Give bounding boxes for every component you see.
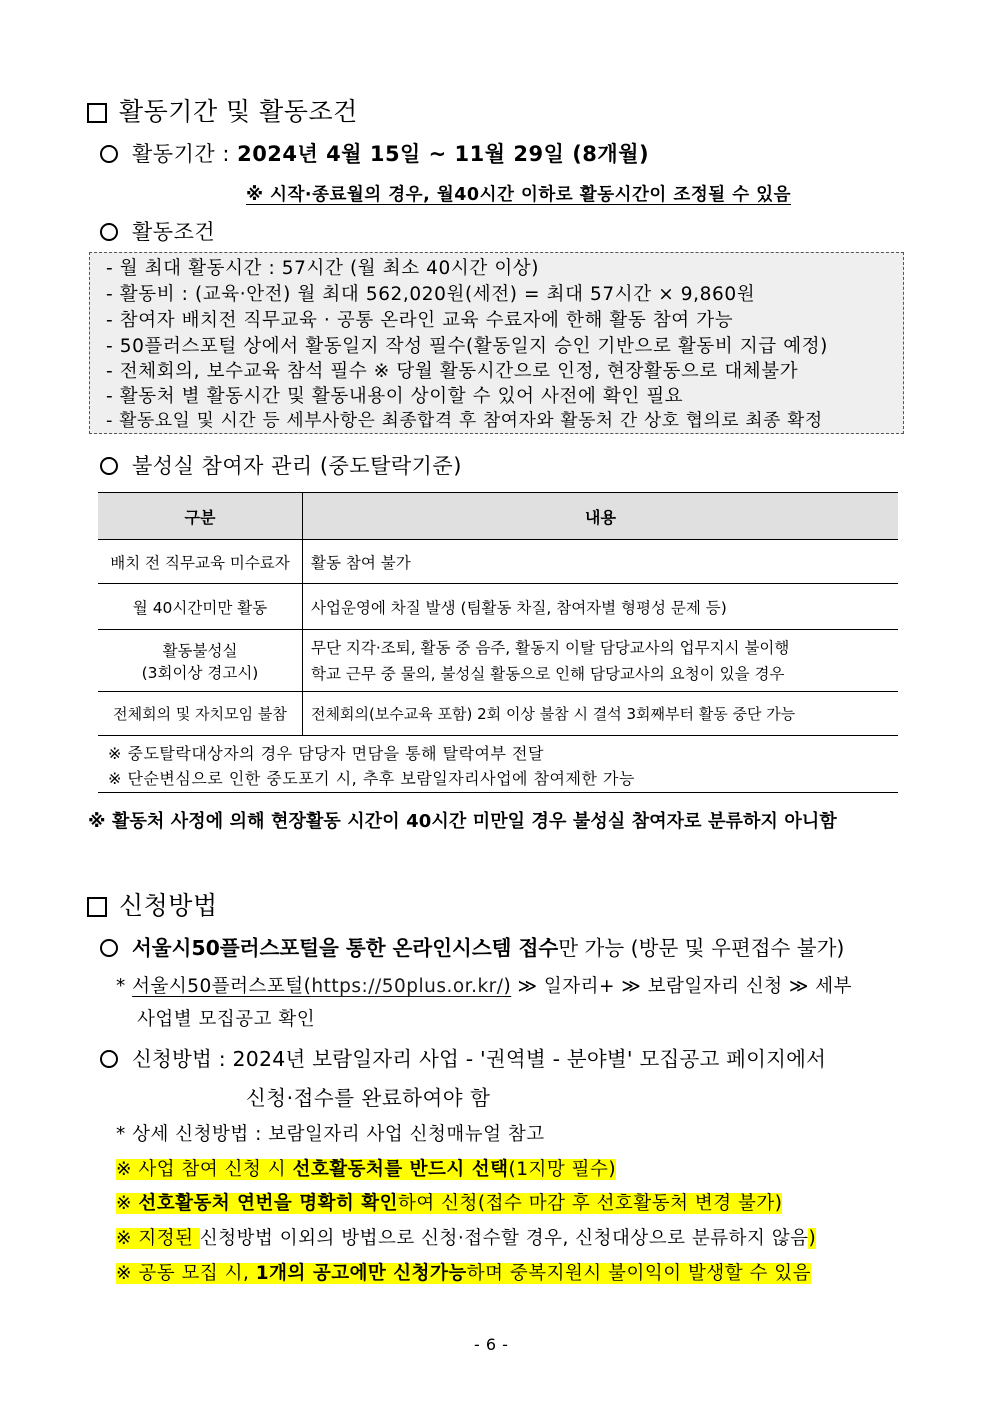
mgmt-heading: [100, 450, 462, 480]
condition-item: - 활동요일 및 시간 등 세부사항은 최종합격 후 참여자와 활동처 간 상호 협의로 최종 확정: [106, 410, 823, 431]
section-heading-activity: [87, 92, 358, 128]
apply-line-3-cont: 신청·접수를 완료하여야 함: [246, 1086, 491, 1110]
divider: [98, 792, 898, 793]
hl-text-bold: 선호활동처 연번을 명확히 확인: [138, 1193, 399, 1214]
table-cell-line: 학교 근무 중 물의, 불성실 활동으로 인해 담당교사의 요청이 있을 경우: [311, 664, 785, 683]
table-cell-line: (3회이상 경고시): [141, 663, 259, 682]
table-cell-line: 무단 지각·조퇴, 활동 중 음주, 활동지 이탈 담당교사의 업무지시 불이행: [311, 638, 790, 657]
table-header: 구분: [98, 493, 303, 540]
condition-item: - 참여자 배치전 직무교육 · 공통 온라인 교육 수료자에 한해 활동 참여 가능: [106, 310, 734, 331]
hl-text: ※ 사업 참여 신청 시: [116, 1159, 293, 1180]
table-cell: 사업운영에 차질 발생 (팀활동 차질, 참여자별 형평성 문제 등): [303, 584, 899, 630]
period-note: ※ 시작·종료월의 경우, 월40시간 이하로 활동시간이 조정될 수 있음: [246, 185, 792, 205]
apply-line-2: [116, 972, 852, 998]
page-number: - 6 -: [474, 1335, 509, 1354]
table-row: [98, 630, 898, 692]
table-cell: 전체회의 및 자치모임 불참: [98, 692, 303, 736]
condition-item: - 활동처 별 활동시간 및 활동내용이 상이할 수 있어 사전에 확인 필요: [106, 386, 684, 407]
table-note: ※ 중도탈락대상자의 경우 담당자 면담을 통해 탈락여부 전달: [108, 744, 544, 763]
table-cell: [303, 630, 899, 692]
section-heading-apply: [87, 886, 218, 922]
hl-text: (1지망 필수): [508, 1159, 617, 1180]
condition-item: - 활동비 : (교육·안전) 월 최대 562,020원(세전) = 최대 57시간 × 9,860원: [106, 284, 756, 305]
circle-bullet-icon: [100, 145, 118, 163]
square-bullet-icon: [87, 897, 107, 917]
portal-path: ≫ 일자리+ ≫ 보람일자리 신청 ≫ 세부: [511, 976, 852, 997]
highlight-line-2: [116, 1189, 782, 1215]
table-cell: 활동 참여 불가: [303, 540, 899, 584]
mgmt-label: 불성실 참여자 관리 (중도탈락기준): [132, 454, 462, 478]
period-line: [100, 138, 649, 168]
square-bullet-icon: [87, 103, 107, 123]
table-header-row: [98, 493, 898, 540]
circle-bullet-icon: [100, 223, 118, 241]
conditions-box: [89, 252, 904, 434]
hl-text-bold: 선호활동처를 반드시 선택: [292, 1159, 509, 1180]
portal-url-link[interactable]: https://50plus.or.kr/: [311, 976, 504, 997]
table-cell-line: 활동불성실: [162, 641, 238, 660]
table-cell: 월 40시간미만 활동: [98, 584, 303, 630]
bottom-note: ※ 활동처 사정에 의해 현장활동 시간이 40시간 미만일 경우 불성실 참여자로 분류하지 아니함: [88, 811, 837, 832]
conditions-label: 활동조건: [132, 220, 216, 244]
portal-name: 서울시50플러스포털(: [132, 976, 312, 997]
section-title: 활동기간 및 활동조건: [119, 97, 358, 126]
apply-line-1: [100, 931, 844, 961]
apply-line-3: [100, 1042, 826, 1072]
circle-bullet-icon: [100, 1050, 118, 1068]
table-row: [98, 584, 898, 630]
hl-text: ※: [116, 1193, 139, 1214]
table-cell: [98, 630, 303, 692]
condition-item: - 전체회의, 보수교육 참석 필수 ※ 당월 활동시간으로 인정, 현장활동으로 대체불가: [106, 361, 799, 382]
period-value: 2024년 4월 15일 ~ 11월 29일 (8개월): [237, 142, 650, 166]
hl-text-bold: 1개의 공고에만 신청가능: [255, 1263, 467, 1284]
hl-text: ※ 지정된: [116, 1228, 200, 1249]
highlight-line-1: [116, 1155, 616, 1181]
apply-line-2-cont: 사업별 모집공고 확인: [137, 1009, 316, 1030]
plain-text: 신청방법 이외의 방법으로 신청·접수할 경우, 신청대상으로 분류하지 않음: [199, 1228, 809, 1249]
table-row: [98, 540, 898, 584]
paren-close: ): [503, 976, 512, 997]
hl-text: ※ 공동 모집 시,: [116, 1263, 256, 1284]
apply-method: 신청방법 : 2024년 보람일자리 사업 - '권역별 - 분야별' 모집공고 페이지에서: [132, 1047, 827, 1071]
dropout-criteria-table: [98, 492, 898, 736]
condition-item: - 월 최대 활동시간 : 57시간 (월 최소 40시간 이상): [106, 258, 540, 279]
conditions-heading: [100, 216, 215, 246]
apply-online-rest: 만 가능 (방문 및 우편접수 불가): [558, 936, 845, 960]
table-row: [98, 692, 898, 736]
apply-online-bold: 서울시50플러스포털을 통한 온라인시스템 접수: [132, 936, 559, 960]
apply-line-4: * 상세 신청방법 : 보람일자리 사업 신청매뉴얼 참고: [116, 1124, 545, 1145]
table-cell: 전체회의(보수교육 포함) 2회 이상 불참 시 결석 3회째부터 활동 중단 가능: [303, 692, 899, 736]
hl-text: 하며 중복지원시 불이익이 발생할 수 있음: [466, 1263, 811, 1284]
period-label: 활동기간 :: [132, 142, 238, 166]
hl-text: 하여 신청(접수 마감 후 선호활동처 변경 불가): [398, 1193, 783, 1214]
condition-item: - 50플러스포털 상에서 활동일지 작성 필수(활동일지 승인 기반으로 활동비 지급 예정): [106, 336, 829, 357]
circle-bullet-icon: [100, 939, 118, 957]
asterisk: *: [116, 976, 133, 997]
table-note: ※ 단순변심으로 인한 중도포기 시, 추후 보람일자리사업에 참여제한 가능: [108, 769, 635, 788]
table-header: 내용: [303, 493, 899, 540]
highlight-line-3: [116, 1224, 816, 1250]
highlight-line-4: [116, 1259, 811, 1285]
circle-bullet-icon: [100, 457, 118, 475]
table-cell: 배치 전 직무교육 미수료자: [98, 540, 303, 584]
hl-text: ): [808, 1228, 817, 1249]
section-title: 신청방법: [119, 891, 218, 920]
